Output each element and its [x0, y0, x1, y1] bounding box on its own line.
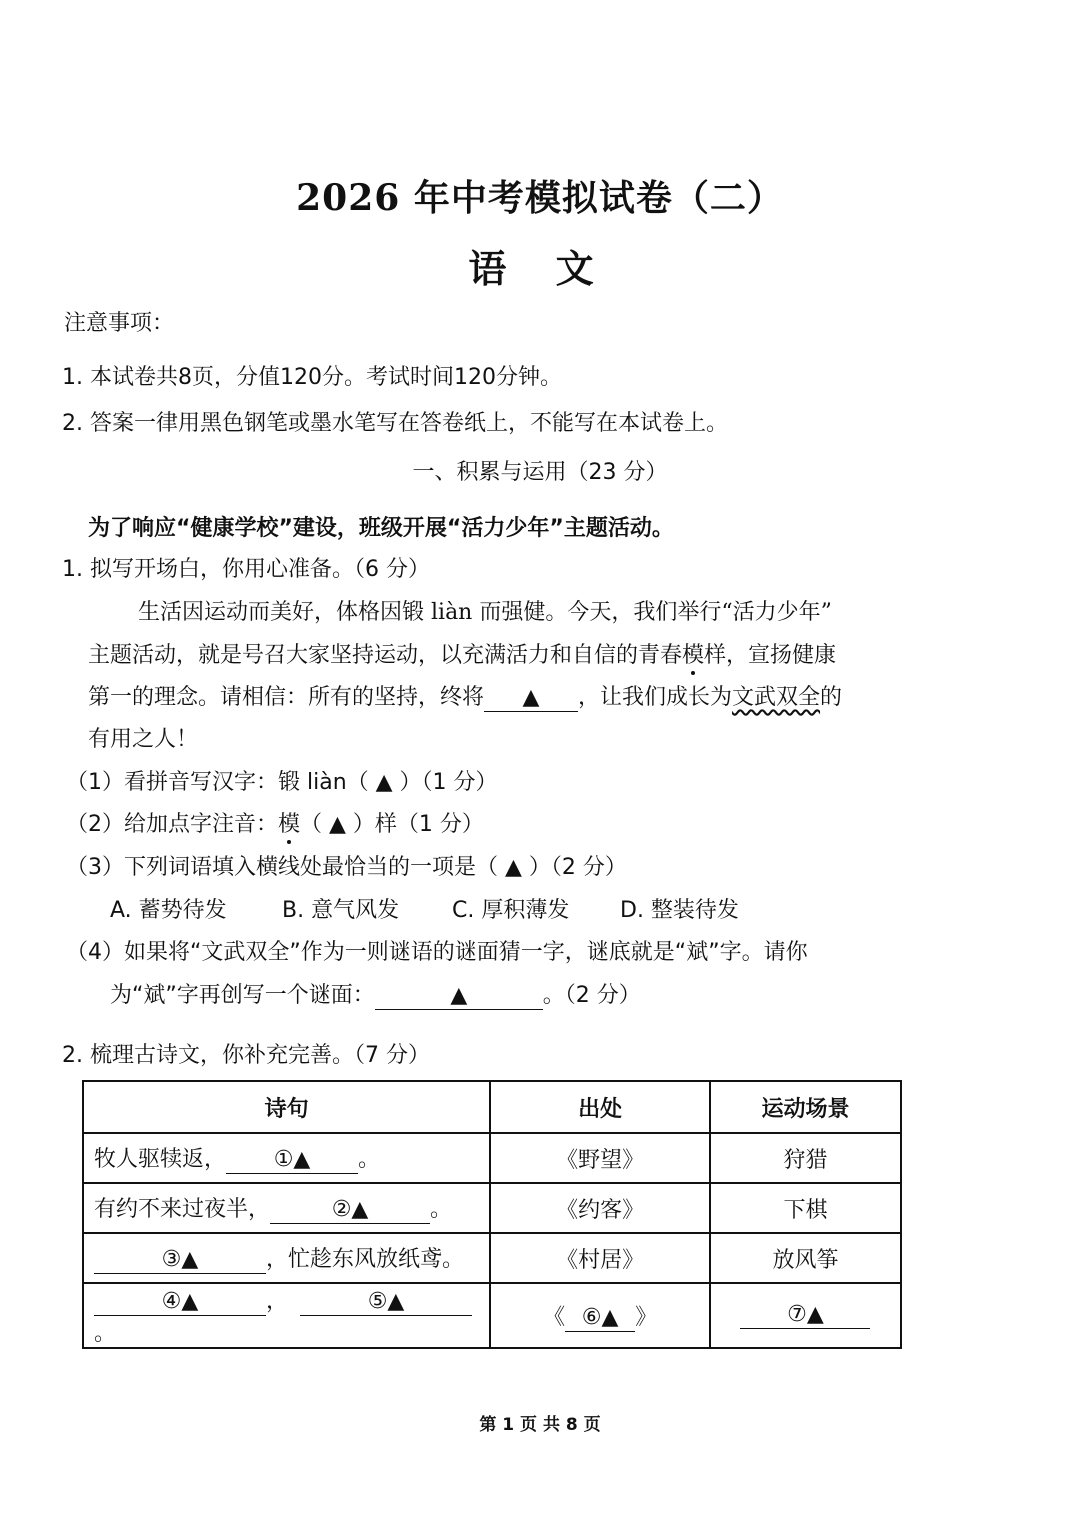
source-cell: 《野望》: [490, 1133, 710, 1183]
table-row: [83, 1233, 901, 1283]
answer-blank[interactable]: ①▲: [226, 1147, 358, 1174]
wavy-underlined-phrase: 文武双全: [732, 685, 821, 710]
question-1-sub-4-line-1: （4）如果将“文武双全”作为一则谜语的谜面猜一字，谜底就是“斌”字。请你: [66, 940, 808, 965]
table-row: [83, 1183, 901, 1233]
question-1-sub-3: （3）下列词语填入横线处最恰当的一项是（ ▲ ）（2 分）: [66, 855, 627, 880]
answer-blank[interactable]: ④▲: [94, 1289, 266, 1316]
answer-blank[interactable]: ⑦▲: [740, 1302, 870, 1329]
question-1-sub-4-line-2: [110, 978, 641, 1010]
scene-cell: 狩猎: [710, 1133, 901, 1183]
scene-cell: 放风筝: [710, 1233, 901, 1283]
dotted-char: 模: [682, 638, 704, 669]
sub-text: 。（2 分）: [542, 983, 641, 1008]
table-row: [83, 1283, 901, 1348]
verse-cell: [83, 1233, 490, 1283]
dotted-char: 模: [278, 807, 300, 838]
passage-text: 样，宣扬健康: [704, 643, 837, 668]
verse-text: 有约不来过夜半，: [94, 1197, 271, 1222]
note-item-1: 1. 本试卷共8页，分值120分。考试时间120分钟。: [62, 365, 562, 390]
passage-line-4: 有用之人！: [88, 727, 199, 752]
verse-cell: [83, 1183, 490, 1233]
verse-cell: [83, 1133, 490, 1183]
source-cell: 《约客》: [490, 1183, 710, 1233]
scene-cell: 下棋: [710, 1183, 901, 1233]
option-c: C. 厚积薄发: [452, 898, 570, 923]
passage-line-3: [88, 680, 842, 712]
header-scene: 运动场景: [710, 1081, 901, 1133]
section-title: 一、积累与运用（23 分）: [412, 460, 668, 485]
notes-heading: 注意事项：: [64, 311, 175, 336]
page-footer: 第 1 页 共 8 页: [479, 1415, 601, 1435]
verse-text: ，忙趁东风放纸鸢。: [266, 1247, 465, 1272]
scene-cell: [710, 1283, 901, 1348]
activity-intro: 为了响应“健康学校”建设，班级开展“活力少年”主题活动。: [88, 516, 674, 541]
answer-blank[interactable]: ⑤▲: [300, 1289, 472, 1316]
sub-text: （2）给加点字注音：: [66, 812, 278, 837]
question-1-sub-1: （1）看拼音写汉字：锻 liàn（ ▲ ）（1 分）: [66, 770, 498, 795]
table-row: [83, 1133, 901, 1183]
sub-text: （ ▲ ）样（1 分）: [300, 812, 484, 837]
answer-blank[interactable]: ▲: [484, 685, 578, 712]
verse-text: 。: [94, 1321, 117, 1346]
passage-text: 第一的理念。请相信：所有的坚持，终将: [88, 685, 485, 710]
question-1-stem: 1. 拟写开场白，你用心准备。（6 分）: [62, 557, 430, 582]
answer-blank[interactable]: ▲: [375, 983, 543, 1010]
header-verse: 诗句: [83, 1081, 490, 1133]
passage-text: 的: [820, 685, 843, 710]
subject-title: 语 文: [468, 246, 612, 291]
passage-text: ，让我们成长为: [578, 685, 733, 710]
verse-text: 。: [430, 1197, 453, 1222]
verse-text: ，: [266, 1289, 289, 1314]
answer-blank[interactable]: ②▲: [270, 1197, 430, 1224]
header-source: 出处: [490, 1081, 710, 1133]
sub-text: 为“斌”字再创写一个谜面：: [110, 983, 375, 1008]
option-d: D. 整装待发: [620, 898, 739, 923]
source-cell: 《村居》: [490, 1233, 710, 1283]
option-a: A. 蓄势待发: [110, 898, 227, 923]
passage-text: 主题活动，就是号召大家坚持运动，以充满活力和自信的青春: [88, 643, 683, 668]
verse-text: 。: [358, 1147, 381, 1172]
answer-blank[interactable]: ⑥▲: [565, 1305, 635, 1332]
source-cell: [490, 1283, 710, 1348]
answer-blank[interactable]: ③▲: [94, 1247, 266, 1274]
verse-text: 牧人驱犊返，: [94, 1147, 227, 1172]
verse-cell: [83, 1283, 490, 1348]
question-1-sub-2: [66, 807, 484, 838]
source-bracket: 》: [635, 1304, 658, 1330]
passage-line-2: [88, 638, 836, 669]
source-bracket: 《: [543, 1304, 566, 1330]
passage-line-1: 生活因运动而美好，体格因锻 liàn 而强健。今天，我们举行“活力少年”: [138, 600, 832, 625]
exam-title: 2026 年中考模拟试卷（二）: [296, 177, 784, 219]
poem-table: [82, 1080, 902, 1349]
question-2-stem: 2. 梳理古诗文，你补充完善。（7 分）: [62, 1043, 430, 1068]
note-item-2: 2. 答案一律用黑色钢笔或墨水笔写在答卷纸上，不能写在本试卷上。: [62, 411, 728, 436]
option-b: B. 意气风发: [282, 898, 400, 923]
table-header-row: [83, 1081, 901, 1133]
